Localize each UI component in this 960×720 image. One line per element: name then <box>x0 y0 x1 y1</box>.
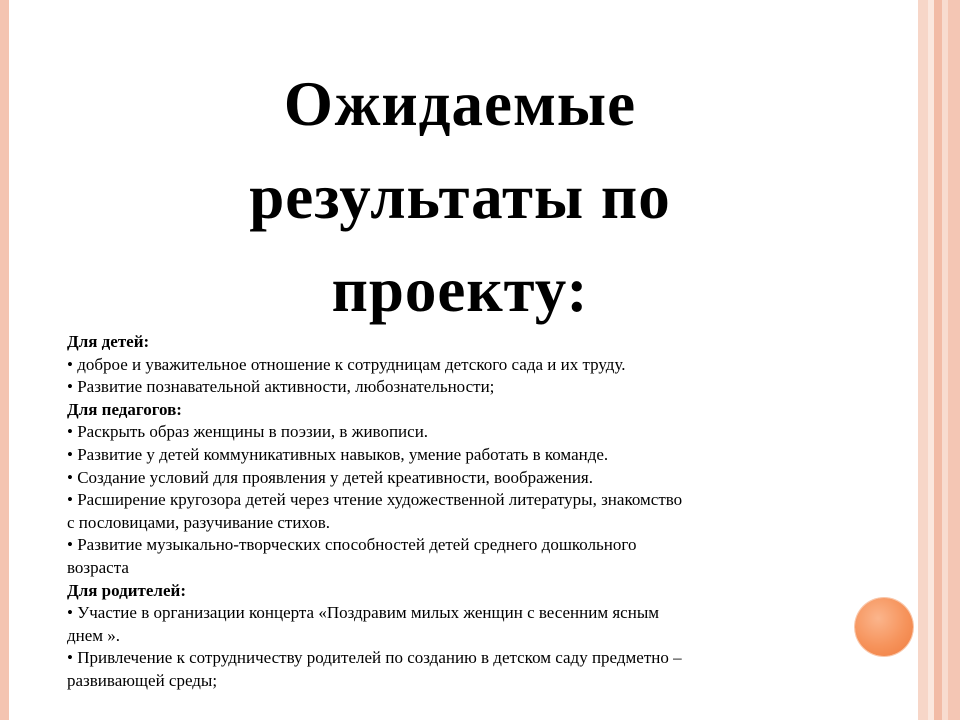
bullet-line: • Привлечение к сотрудничеству родителей по созданию в детском саду предметно – <box>67 648 682 668</box>
bullet-line: • Расширение кругозора детей через чтение художественной литературы, знакомство <box>67 490 683 510</box>
slide-body-text <box>67 331 867 693</box>
bullet-line: • Участие в организации концерта «Поздравим милых женщин с весенним ясным <box>67 603 659 623</box>
section-heading: Для родителей: <box>67 580 186 600</box>
bullet-line: • Развитие у детей коммуникативных навыков, умение работать в команде. <box>67 444 609 464</box>
bullet-line: возраста <box>67 557 129 577</box>
left-border-strip <box>0 0 9 720</box>
bullet-line: • Развитие познавательной активности, любознательности; <box>67 377 495 397</box>
section-heading: Для детей: <box>67 332 150 351</box>
bullet-line: • доброе и уважительное отношение к сотрудницам детского сада и их труду. <box>67 354 626 374</box>
bullet-line: • Создание условий для проявления у детей креативности, воображения. <box>67 467 593 487</box>
right-border-stripe <box>948 0 960 720</box>
bullet-line: днем ». <box>67 625 121 645</box>
bullet-line: • Раскрыть образ женщины в поэзии, в живописи. <box>67 422 429 442</box>
bullet-line: развивающей среды; <box>67 670 218 690</box>
slide-title-line: Ожидаемые <box>283 69 637 139</box>
decorative-circle <box>855 598 913 656</box>
bullet-line: с пословицами, разучивание стихов. <box>67 512 331 532</box>
right-border-stripe <box>918 0 928 720</box>
section-heading: Для педагогов: <box>67 399 182 419</box>
bullet-line: • Развитие музыкально-творческих способностей детей среднего дошкольного <box>67 535 637 555</box>
slide-title-line: проекту: <box>331 255 589 325</box>
slide-title-line: результаты по <box>249 162 671 232</box>
slide-title <box>60 58 860 337</box>
right-border-stripe <box>934 0 942 720</box>
